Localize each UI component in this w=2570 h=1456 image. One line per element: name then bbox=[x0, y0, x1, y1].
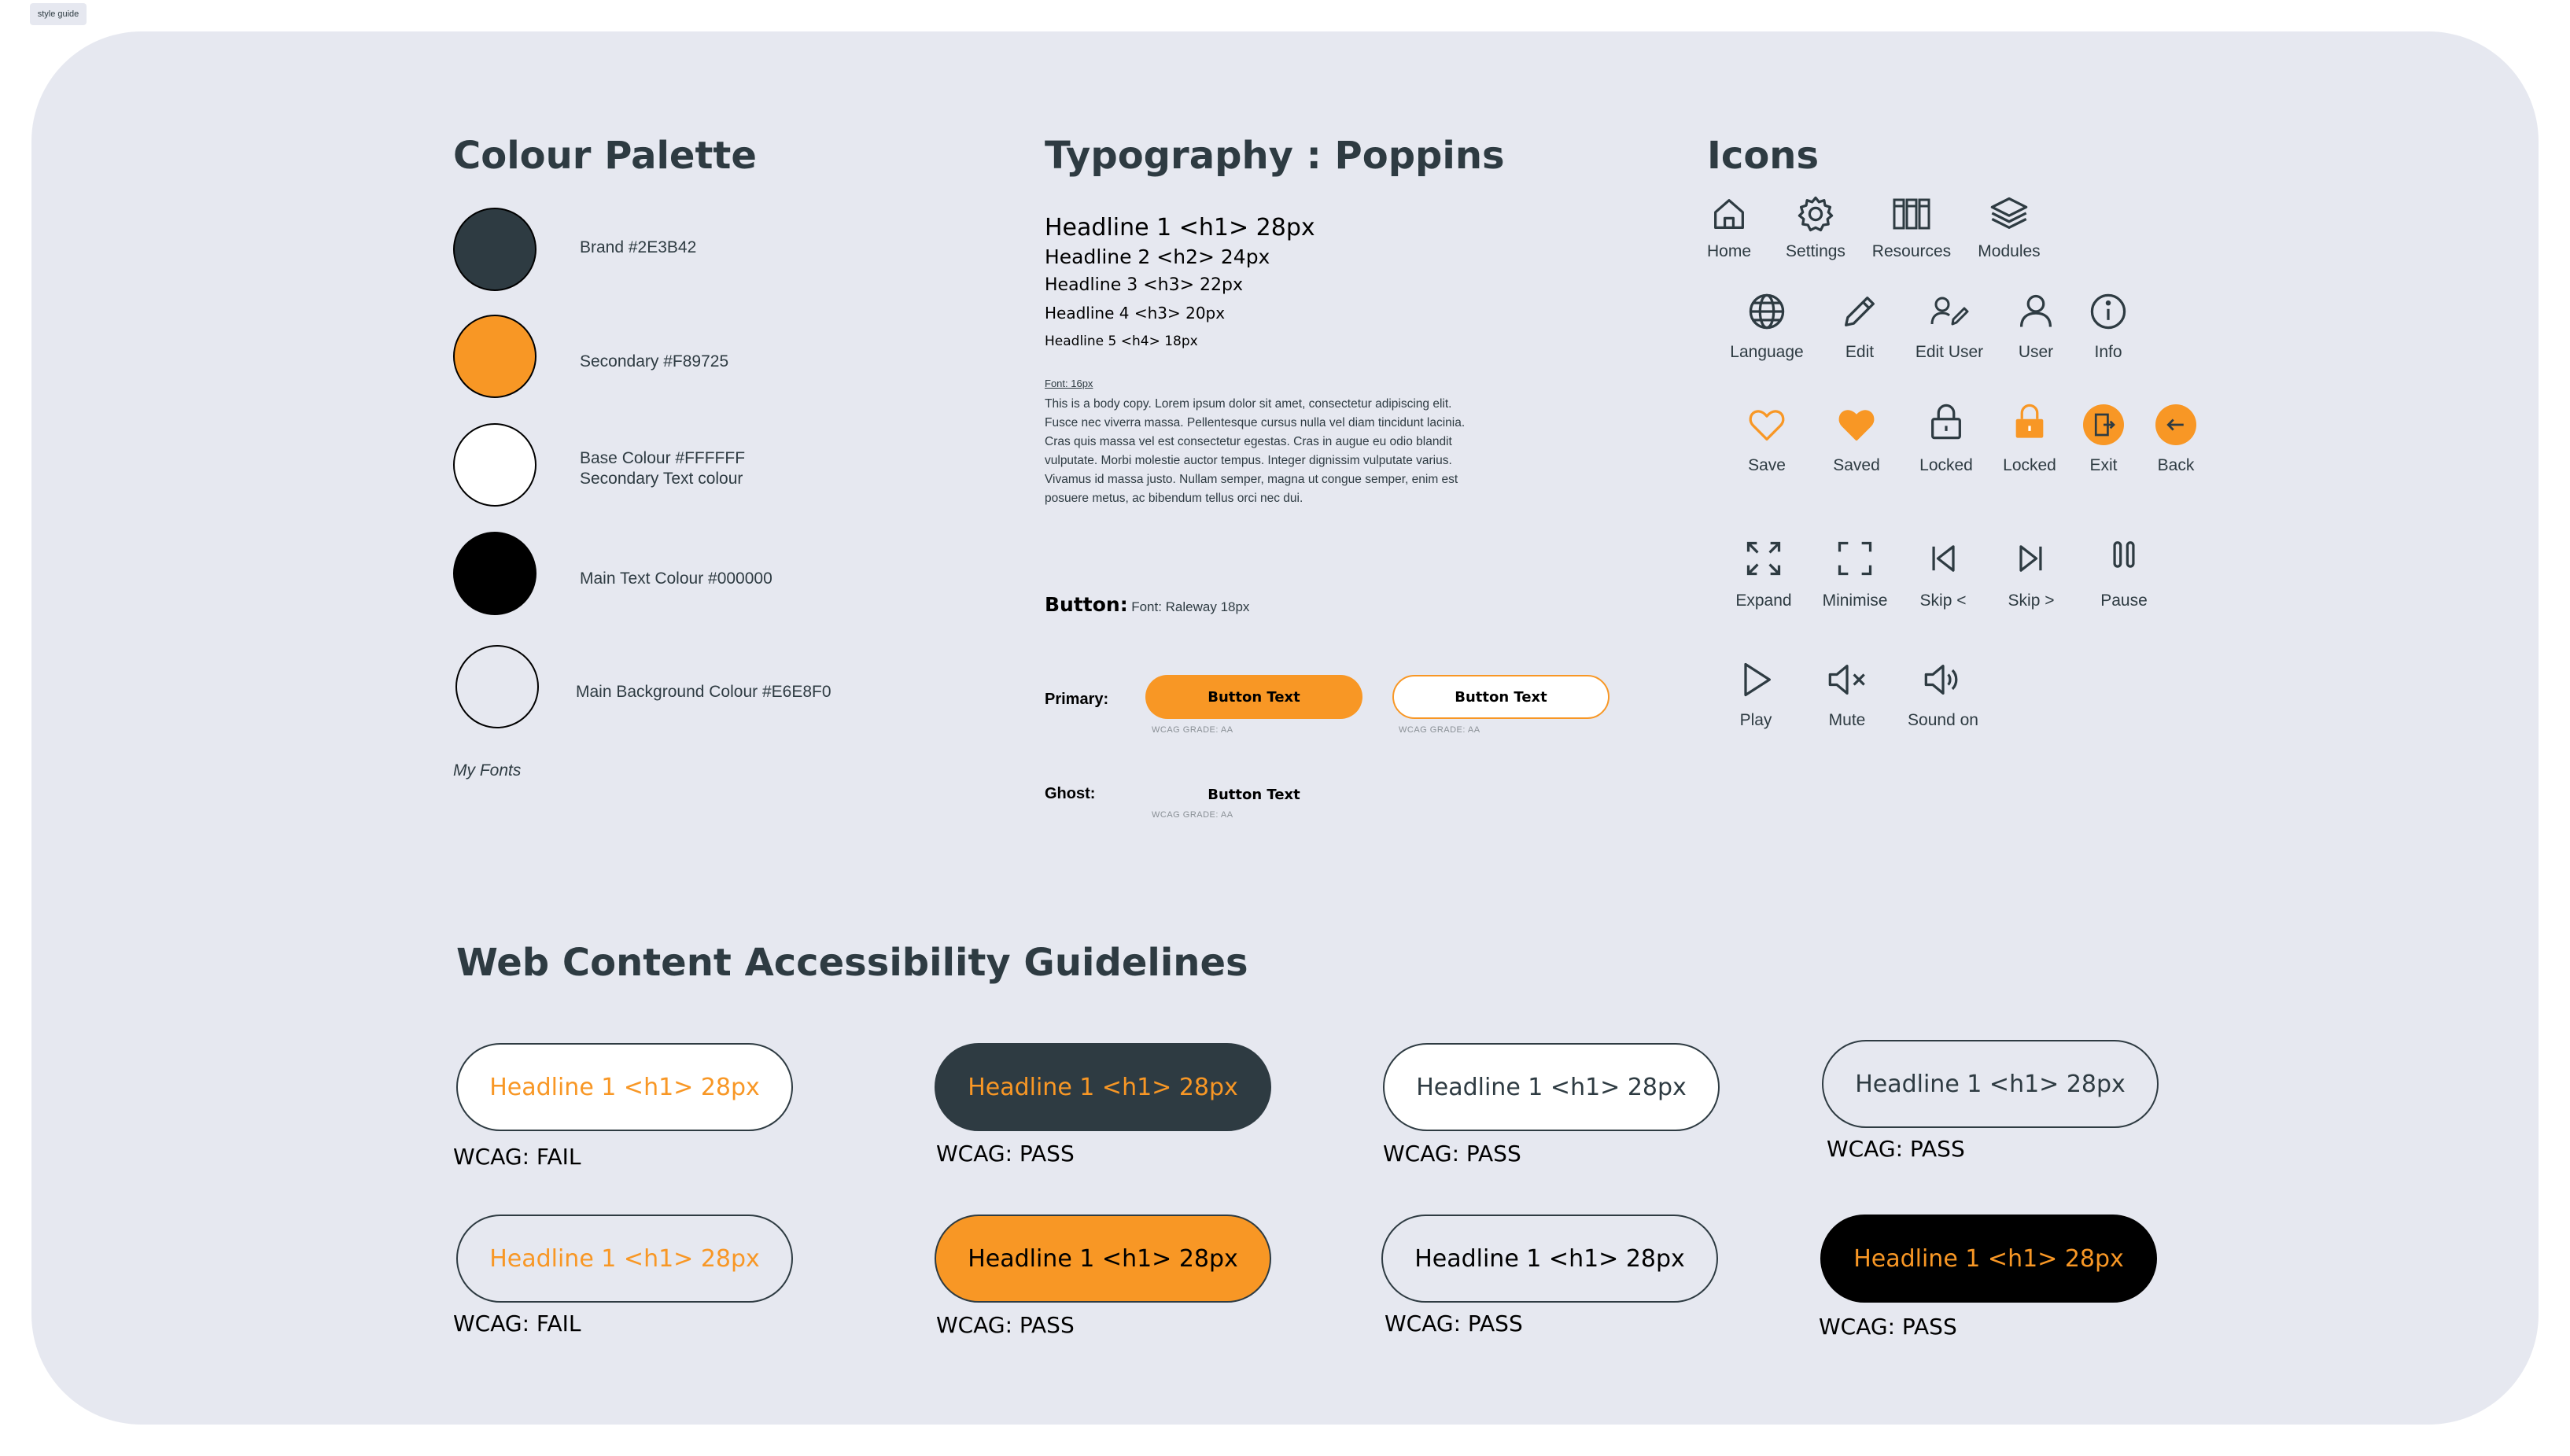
skip-forward-icon-label: Skip > bbox=[2008, 592, 2055, 610]
resources-icon-label: Resources bbox=[1871, 242, 1952, 260]
frame-label: style guide bbox=[30, 3, 87, 25]
sound-on-icon[interactable] bbox=[1919, 656, 1967, 703]
secondary-button[interactable]: Button Text bbox=[1392, 675, 1609, 719]
colour-palette-title: Colour Palette bbox=[453, 134, 757, 178]
locked-filled-icon-label: Locked bbox=[2003, 456, 2056, 474]
button-heading: Button: bbox=[1045, 593, 1128, 616]
wcag-result-fail: WCAG: FAIL bbox=[453, 1310, 581, 1336]
swatch-base bbox=[453, 423, 536, 507]
wcag-grade-primary: WCAG GRADE: AA bbox=[1152, 725, 1233, 735]
wcag-sample-orange-on-background: Headline 1 <h1> 28px bbox=[456, 1215, 793, 1303]
locked-icon[interactable] bbox=[1923, 398, 1970, 445]
wcag-result-pass: WCAG: PASS bbox=[936, 1141, 1075, 1167]
typography-title: Typography : Poppins bbox=[1045, 134, 1505, 178]
info-icon-label: Info bbox=[2094, 343, 2122, 361]
exit-icon-label: Exit bbox=[2089, 456, 2118, 474]
home-icon[interactable] bbox=[1705, 190, 1753, 238]
body-line: Cras quis massa vel est consectetur egestas. Cras in augue eu odio blandit bbox=[1045, 435, 1452, 448]
home-icon-label: Home bbox=[1706, 242, 1752, 260]
button-font-label: Font: Raleway 18px bbox=[1131, 599, 1250, 614]
wcag-result-pass: WCAG: PASS bbox=[1827, 1136, 1965, 1162]
edit-user-icon-label: Edit User bbox=[1915, 343, 1984, 361]
body-line: Fusce nec viverra massa. Pellentesque cursus nulla vel diam tincidunt lacinia. bbox=[1045, 416, 1466, 429]
user-icon[interactable] bbox=[2012, 288, 2059, 335]
pause-icon[interactable] bbox=[2100, 532, 2148, 579]
font-size-label: Font: 16px bbox=[1045, 378, 1093, 389]
primary-label: Primary: bbox=[1045, 691, 1109, 708]
wcag-sample-orange-on-black: Headline 1 <h1> 28px bbox=[1820, 1215, 2157, 1303]
wcag-result-pass: WCAG: PASS bbox=[1819, 1314, 1957, 1340]
wcag-sample-brand-on-background: Headline 1 <h1> 28px bbox=[1822, 1040, 2159, 1128]
minimise-icon[interactable] bbox=[1831, 535, 1879, 582]
body-copy bbox=[1045, 395, 1556, 508]
body-line: This is a body copy. Lorem ipsum dolor sit amet, consectetur adipiscing elit. bbox=[1045, 397, 1452, 411]
swatch-brand-label: Brand #2E3B42 bbox=[580, 238, 697, 256]
typo-h5: Headline 5 <h4> 18px bbox=[1045, 334, 1198, 349]
wcag-sample-black-on-orange: Headline 1 <h1> 28px bbox=[935, 1215, 1271, 1303]
wcag-sample-orange-on-brand: Headline 1 <h1> 28px bbox=[935, 1043, 1271, 1131]
style-guide-canvas bbox=[31, 31, 2539, 1425]
body-line: posuere metus, ac bibendum tellus orci nec dui. bbox=[1045, 492, 1303, 505]
expand-icon-label: Expand bbox=[1735, 592, 1792, 610]
typo-h4: Headline 4 <h3> 20px bbox=[1045, 304, 1226, 323]
info-icon[interactable] bbox=[2085, 288, 2132, 335]
edit-icon-label: Edit bbox=[1845, 343, 1875, 361]
resources-icon[interactable] bbox=[1888, 190, 1935, 238]
wcag-result-pass: WCAG: PASS bbox=[1383, 1141, 1521, 1167]
wcag-result-pass: WCAG: PASS bbox=[936, 1312, 1075, 1338]
swatch-background-label: Main Background Colour #E6E8F0 bbox=[576, 683, 831, 701]
body-line: vulputate. Morbi molestie auctor tempus. Integer dignissim vulputate varius. bbox=[1045, 454, 1452, 467]
typo-h3: Headline 3 <h3> 22px bbox=[1045, 275, 1243, 295]
swatch-background bbox=[455, 645, 539, 728]
edit-user-icon[interactable] bbox=[1926, 288, 1973, 335]
sound-on-icon-label: Sound on bbox=[1908, 711, 1978, 729]
mute-icon[interactable] bbox=[1823, 656, 1871, 703]
wcag-sample-black-on-background: Headline 1 <h1> 28px bbox=[1381, 1215, 1718, 1303]
saved-icon[interactable] bbox=[1833, 401, 1880, 448]
my-fonts-link[interactable]: My Fonts bbox=[453, 761, 522, 780]
settings-icon-label: Settings bbox=[1786, 242, 1845, 260]
play-icon-label: Play bbox=[1739, 711, 1772, 729]
ghost-button[interactable]: Button Text bbox=[1208, 786, 1300, 803]
swatch-main-text bbox=[453, 532, 536, 615]
wcag-sample-orange-on-white: Headline 1 <h1> 28px bbox=[456, 1043, 793, 1131]
swatch-base-label-1: Base Colour #FFFFFF bbox=[580, 449, 746, 467]
language-icon[interactable] bbox=[1743, 288, 1790, 335]
back-icon[interactable] bbox=[2152, 401, 2199, 448]
modules-icon[interactable] bbox=[1986, 190, 2033, 238]
back-icon-label: Back bbox=[2157, 456, 2195, 474]
body-line: Vivamus id massa justo. Nullam semper, magna ut congue semper, enim est bbox=[1045, 473, 1458, 486]
settings-icon[interactable] bbox=[1792, 190, 1839, 238]
skip-forward-icon[interactable] bbox=[2008, 535, 2055, 582]
save-icon[interactable] bbox=[1743, 401, 1790, 448]
wcag-title: Web Content Accessibility Guidelines bbox=[456, 941, 1248, 985]
saved-icon-label: Saved bbox=[1833, 456, 1880, 474]
play-icon[interactable] bbox=[1732, 656, 1779, 703]
edit-icon[interactable] bbox=[1836, 288, 1883, 335]
wcag-grade-secondary: WCAG GRADE: AA bbox=[1399, 725, 1480, 735]
ghost-label: Ghost: bbox=[1045, 785, 1096, 802]
modules-icon-label: Modules bbox=[1978, 242, 2041, 260]
expand-icon[interactable] bbox=[1740, 535, 1787, 582]
typo-h2: Headline 2 <h2> 24px bbox=[1045, 245, 1270, 268]
pause-icon-label: Pause bbox=[2100, 592, 2148, 610]
language-icon-label: Language bbox=[1730, 343, 1804, 361]
wcag-result-pass: WCAG: PASS bbox=[1385, 1310, 1523, 1336]
skip-back-icon[interactable] bbox=[1919, 535, 1967, 582]
exit-icon[interactable] bbox=[2080, 401, 2127, 448]
button-spec bbox=[1045, 593, 1249, 616]
icons-title: Icons bbox=[1707, 134, 1820, 178]
locked-icon-label: Locked bbox=[1919, 456, 1973, 474]
swatch-main-text-label: Main Text Colour #000000 bbox=[580, 569, 772, 588]
locked-filled-icon[interactable] bbox=[2006, 398, 2053, 445]
minimise-icon-label: Minimise bbox=[1822, 592, 1888, 610]
wcag-grade-ghost: WCAG GRADE: AA bbox=[1152, 810, 1233, 820]
wcag-sample-brand-on-white: Headline 1 <h1> 28px bbox=[1383, 1043, 1720, 1131]
swatch-base-label-2: Secondary Text colour bbox=[580, 470, 743, 488]
wcag-result-fail: WCAG: FAIL bbox=[453, 1144, 581, 1170]
swatch-brand bbox=[453, 208, 536, 291]
mute-icon-label: Mute bbox=[1828, 711, 1866, 729]
swatch-secondary-label: Secondary #F89725 bbox=[580, 352, 729, 370]
skip-back-icon-label: Skip < bbox=[1919, 592, 1967, 610]
primary-button[interactable]: Button Text bbox=[1145, 675, 1362, 719]
user-icon-label: User bbox=[2018, 343, 2054, 361]
swatch-secondary bbox=[453, 315, 536, 398]
typo-h1: Headline 1 <h1> 28px bbox=[1045, 214, 1315, 241]
save-icon-label: Save bbox=[1748, 456, 1786, 474]
